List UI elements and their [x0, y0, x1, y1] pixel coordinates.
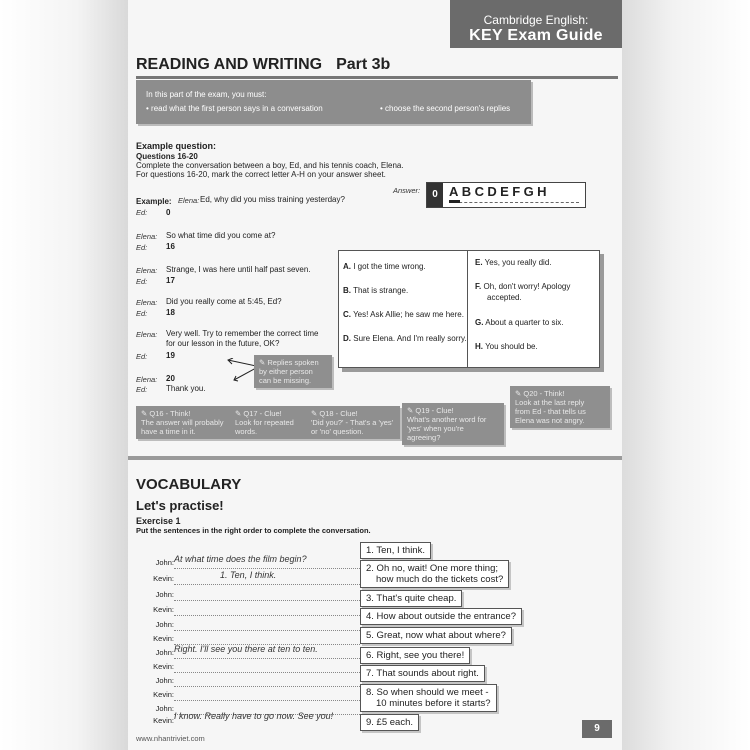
answer-lozenges	[449, 202, 579, 207]
card-text: 2. Oh no, wait! One more thing;	[366, 563, 499, 574]
card-text: 7. That sounds about right.	[366, 668, 479, 679]
option-text: About a quarter to six.	[485, 318, 564, 327]
hint-text: What's another word for	[407, 415, 487, 424]
hint-q19	[402, 403, 504, 445]
sentence-card	[360, 590, 462, 607]
example-instruction-1: Complete the conversation between a boy, Ed, and his tennis coach, Elena.	[136, 161, 404, 170]
answer-mark-a	[449, 200, 460, 203]
option-text: Yes! Ask Allie; he saw me here.	[353, 310, 464, 319]
option-item	[487, 292, 522, 303]
conv-speaker: Kevin:	[153, 605, 174, 614]
sentence-card	[360, 684, 497, 712]
option-item	[475, 257, 552, 268]
dialogue-speaker: Ed:	[136, 243, 148, 252]
hint-text: Look for repeated	[235, 418, 294, 427]
dialogue-line: So what time did you come at?	[166, 231, 276, 240]
hint-text: ✎ Q19 - Clue!	[407, 406, 454, 415]
conv-speaker: Kevin:	[153, 634, 174, 643]
section-title	[136, 56, 390, 74]
banner-line-2: KEY Exam Guide	[469, 27, 603, 44]
hint-text: Elena was not angry.	[515, 416, 585, 425]
option-letter: F.	[475, 282, 482, 291]
option-text: Sure Elena. And I'm really sorry.	[353, 334, 467, 343]
option-text: accepted.	[487, 293, 522, 302]
section-title-main: READING AND WRITING	[136, 56, 323, 73]
answer-letters: ABCDEFGH	[449, 184, 550, 199]
conv-speaker: Kevin:	[153, 716, 174, 725]
title-divider	[136, 76, 618, 79]
hint-text: 'yes' when you're agreeing?	[407, 424, 464, 442]
dialogue-line: Very well. Try to remember the correct time	[166, 329, 319, 338]
option-letter: B.	[343, 286, 351, 295]
sentence-card	[360, 647, 470, 664]
intro-bullet-choose: • choose the second person's replies	[380, 104, 511, 113]
section-title-part: Part 3b	[336, 56, 391, 73]
answer-label: Answer:	[393, 186, 421, 195]
conv-handwriting: At what time does the film begin?	[174, 554, 307, 564]
dialogue-line: Did you really come at 5:45, Ed?	[166, 297, 282, 306]
conv-speaker: John:	[155, 648, 174, 657]
page-number: 9	[582, 720, 612, 738]
hint-text: Look at the last reply	[515, 398, 585, 407]
scan-margin-right	[622, 0, 750, 750]
dialogue-line: Ed, why did you miss training yesterday?	[200, 195, 345, 204]
sentence-card	[360, 665, 485, 682]
hint-text: ✎ Q20 - Think!	[515, 389, 565, 398]
card-text: 8. So when should we meet -	[366, 687, 489, 698]
conv-speaker: Kevin:	[153, 662, 174, 671]
questions-range: Questions 16-20	[136, 152, 198, 161]
option-letter: E.	[475, 258, 483, 267]
answer-line[interactable]	[174, 671, 360, 673]
answer-line[interactable]	[174, 614, 360, 616]
option-letter: H.	[475, 342, 483, 351]
exercise-instruction: Put the sentences in the right order to complete the conversation.	[136, 526, 371, 535]
card-text: how much do the tickets cost?	[376, 574, 504, 585]
answer-zero: 0	[427, 183, 443, 207]
dialogue-speaker: Ed:	[136, 277, 148, 286]
conv-handwriting: I know. Really have to go now. See you!	[174, 711, 334, 721]
conv-speaker: John:	[155, 704, 174, 713]
intro-box	[136, 80, 531, 124]
answer-line[interactable]	[174, 629, 360, 631]
conv-handwriting: 1. Ten, I think.	[220, 570, 277, 580]
sentence-card	[360, 714, 419, 731]
hint-text: from Ed - that tells us	[515, 407, 586, 416]
dialogue-gap: 19	[166, 351, 175, 360]
card-text: 5. Great, now what about where?	[366, 630, 506, 641]
dialogue-speaker: Elena:	[178, 196, 200, 205]
dialogue-speaker: Ed:	[136, 385, 148, 394]
reply-options-box	[338, 250, 600, 368]
sentence-card	[360, 560, 509, 588]
answer-grid	[426, 182, 586, 208]
hint-text: by either person	[259, 367, 313, 376]
option-letter: A.	[343, 262, 351, 271]
option-text: You should be.	[485, 342, 538, 351]
answer-line[interactable]	[174, 699, 360, 701]
option-letter: D.	[343, 334, 351, 343]
example-instruction-2: For questions 16-20, mark the correct letter A-H on your answer sheet.	[136, 170, 386, 179]
answer-line	[174, 567, 360, 569]
dialogue-speaker: Elena:	[136, 266, 158, 275]
option-letter: C.	[343, 310, 351, 319]
option-item	[343, 309, 464, 320]
option-text: Oh, don't worry! Apology	[483, 282, 571, 291]
dialogue-speaker: Ed:	[136, 352, 148, 361]
hint-q20	[510, 386, 610, 428]
option-letter: G.	[475, 318, 484, 327]
hint-text: ✎ Q17 - Clue!	[235, 409, 282, 418]
option-text: Yes, you really did.	[484, 258, 552, 267]
dialogue-speaker: Ed:	[136, 208, 148, 217]
hint-text: can be missing.	[259, 376, 312, 385]
hint-text: ✎ Replies spoken	[259, 358, 319, 367]
hint-replies	[254, 355, 332, 388]
hint-text: The answer will probably	[141, 418, 224, 427]
exercise-label: Exercise 1	[136, 516, 181, 526]
hint-text: ✎ Q18 - Clue!	[311, 409, 358, 418]
option-item	[343, 285, 408, 296]
answer-line	[174, 583, 360, 585]
dialogue-speaker: Ed:	[136, 309, 148, 318]
option-item	[475, 317, 564, 328]
card-text: 1. Ten, I think.	[366, 545, 425, 556]
card-text: 6. Right, see you there!	[366, 650, 465, 661]
option-item	[475, 341, 538, 352]
dialogue-speaker: Elena:	[136, 298, 158, 307]
lets-practise-heading: Let's practise!	[136, 498, 224, 513]
hint-q18	[306, 406, 400, 439]
sentence-card	[360, 542, 431, 559]
sentence-card	[360, 608, 522, 625]
conv-speaker: John:	[155, 590, 174, 599]
hint-text: words.	[235, 427, 258, 436]
option-item	[475, 281, 570, 292]
dialogue-gap: 0	[166, 208, 171, 217]
conv-speaker: John:	[155, 558, 174, 567]
book-page	[128, 0, 622, 750]
card-text: 10 minutes before it starts?	[376, 698, 491, 709]
conv-speaker: John:	[155, 676, 174, 685]
dialogue-gap: 16	[166, 242, 175, 251]
option-item	[343, 261, 426, 272]
exam-guide-banner	[450, 0, 622, 48]
sentence-card	[360, 627, 512, 644]
conv-speaker: Kevin:	[153, 574, 174, 583]
option-text: I got the time wrong.	[353, 262, 426, 271]
dialogue-speaker: Elena:	[136, 375, 158, 384]
option-item	[343, 333, 467, 344]
conv-speaker: John:	[155, 620, 174, 629]
hint-text: have a time in it.	[141, 427, 196, 436]
scan-margin-left	[0, 0, 128, 750]
dialogue-gap: 18	[166, 308, 175, 317]
card-text: 9. £5 each.	[366, 717, 414, 728]
card-text: 4. How about outside the entrance?	[366, 611, 516, 622]
options-divider	[467, 251, 468, 367]
answer-line[interactable]	[174, 685, 360, 687]
hint-q16	[136, 406, 232, 439]
answer-line[interactable]	[174, 599, 360, 601]
dialogue-line: Thank you.	[166, 384, 206, 393]
conv-handwriting: Right. I'll see you there at ten to ten.	[174, 644, 318, 654]
dialogue-line: Strange, I was here until half past seven.	[166, 265, 311, 274]
dialogue-gap: 17	[166, 276, 175, 285]
dialogue-line: for our lesson in the future, OK?	[166, 339, 280, 348]
conv-speaker: Kevin:	[153, 690, 174, 699]
hint-text: ✎ Q16 - Think!	[141, 409, 191, 418]
intro-bullet-read: • read what the first person says in a conversation	[146, 104, 323, 113]
hint-text: or 'no' question.	[311, 427, 364, 436]
example-heading: Example question:	[136, 141, 217, 151]
dialogue-speaker: Elena:	[136, 232, 158, 241]
dialogue-gap: 20	[166, 374, 175, 383]
option-text: That is strange.	[353, 286, 409, 295]
banner-line-1: Cambridge English:	[483, 13, 589, 27]
answer-line	[174, 657, 360, 659]
hint-q17	[230, 406, 306, 439]
dialogue-speaker: Elena:	[136, 330, 158, 339]
hint-text: 'Did you?' - That's a 'yes'	[311, 418, 394, 427]
card-text: 3. That's quite cheap.	[366, 593, 457, 604]
footer-url: www.nhantriviet.com	[136, 734, 205, 743]
example-label: Example:	[136, 197, 172, 206]
intro-heading: In this part of the exam, you must:	[146, 90, 267, 99]
section-separator	[128, 456, 622, 460]
vocabulary-heading: VOCABULARY	[136, 476, 242, 493]
